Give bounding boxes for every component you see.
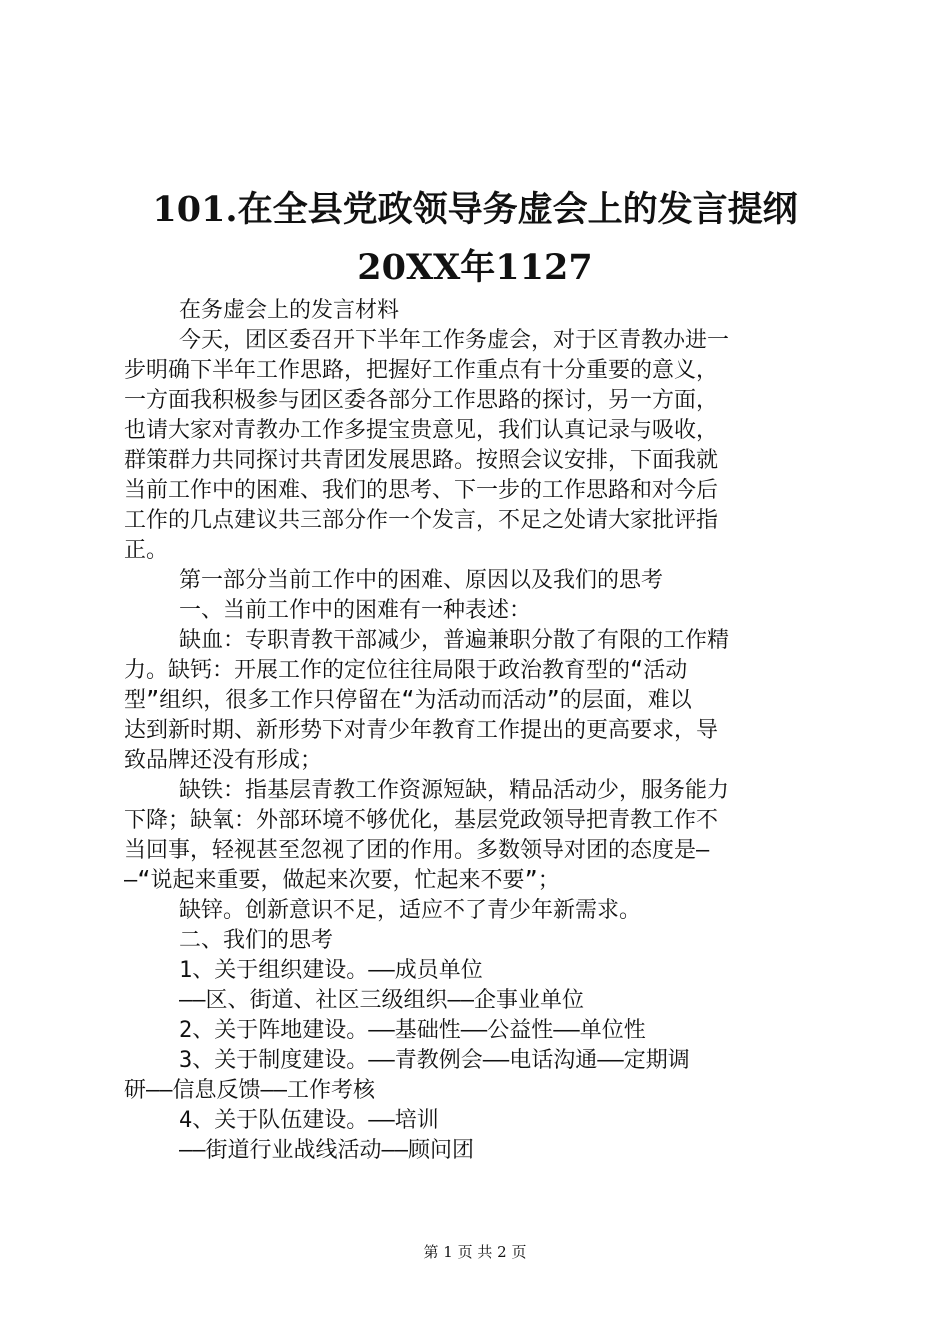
body-line: 3、关于制度建设。——青教例会——电话沟通——定期调	[179, 1048, 690, 1073]
body-line: 致品牌还没有形成；	[124, 748, 323, 773]
body-line: 1、关于组织建设。——成员单位	[179, 958, 483, 983]
body-line: 2、关于阵地建设。——基础性——公益性——单位性	[179, 1018, 646, 1043]
body-line: 一、当前工作中的困难有一种表述：	[179, 598, 532, 623]
body-line: 达到新时期、新形势下对青少年教育工作提出的更高要求，导	[124, 718, 719, 743]
page-number-footer: 第 1 页 共 2 页	[423, 1243, 527, 1261]
body-line: 下降；缺氧：外部环境不够优化，基层党政领导把青教工作不	[124, 808, 719, 833]
body-line: 二、我们的思考	[179, 928, 334, 953]
document-body	[124, 296, 844, 1166]
body-line: 4、关于队伍建设。——培训	[179, 1108, 439, 1133]
body-line: 今天，团区委召开下半年工作务虚会，对于区青教办进一	[179, 328, 730, 353]
body-line: 当前工作中的困难、我们的思考、下一步的工作思路和对今后	[124, 478, 719, 503]
body-line: 在务虚会上的发言材料	[179, 298, 400, 323]
body-line: 力。缺钙：开展工作的定位往往局限于政治教育型的“活动	[124, 658, 688, 683]
body-line: 正。	[124, 538, 169, 563]
document-title-line-1: 101.在全县党政领导务虚会上的发言提纲	[152, 189, 798, 230]
body-line: 群策群力共同探讨共青团发展思路。按照会议安排，下面我就	[124, 448, 719, 473]
body-line: 缺铁：指基层青教工作资源短缺，精品活动少，服务能力	[179, 778, 730, 803]
body-line: 研——信息反馈——工作考核	[124, 1078, 375, 1103]
body-line: 一方面我积极参与团区委各部分工作思路的探讨，另一方面，	[124, 388, 719, 413]
body-line: 当回事，轻视甚至忽视了团的作用。多数领导对团的态度是—	[124, 838, 710, 863]
body-line: 步明确下半年工作思路，把握好工作重点有十分重要的意义，	[124, 358, 719, 383]
body-line: 缺锌。创新意识不足，适应不了青少年新需求。	[179, 898, 642, 923]
body-line: ——区、街道、社区三级组织——企事业单位	[179, 988, 584, 1013]
body-line: 工作的几点建议共三部分作一个发言，不足之处请大家批评指	[124, 508, 719, 533]
body-line: ——街道行业战线活动——顾问团	[179, 1138, 474, 1163]
body-line: 缺血：专职青教干部减少，普遍兼职分散了有限的工作精	[179, 628, 730, 653]
body-line: 型”组织，很多工作只停留在“为活动而活动”的层面，难以	[124, 688, 692, 713]
body-line: 也请大家对青教办工作多提宝贵意见，我们认真记录与吸收，	[124, 418, 719, 443]
body-line: —“说起来重要，做起来次要，忙起来不要”；	[124, 868, 560, 893]
document-title-line-2: 20XX年1127	[357, 247, 593, 288]
body-line: 第一部分当前工作中的困难、原因以及我们的思考	[179, 568, 664, 593]
